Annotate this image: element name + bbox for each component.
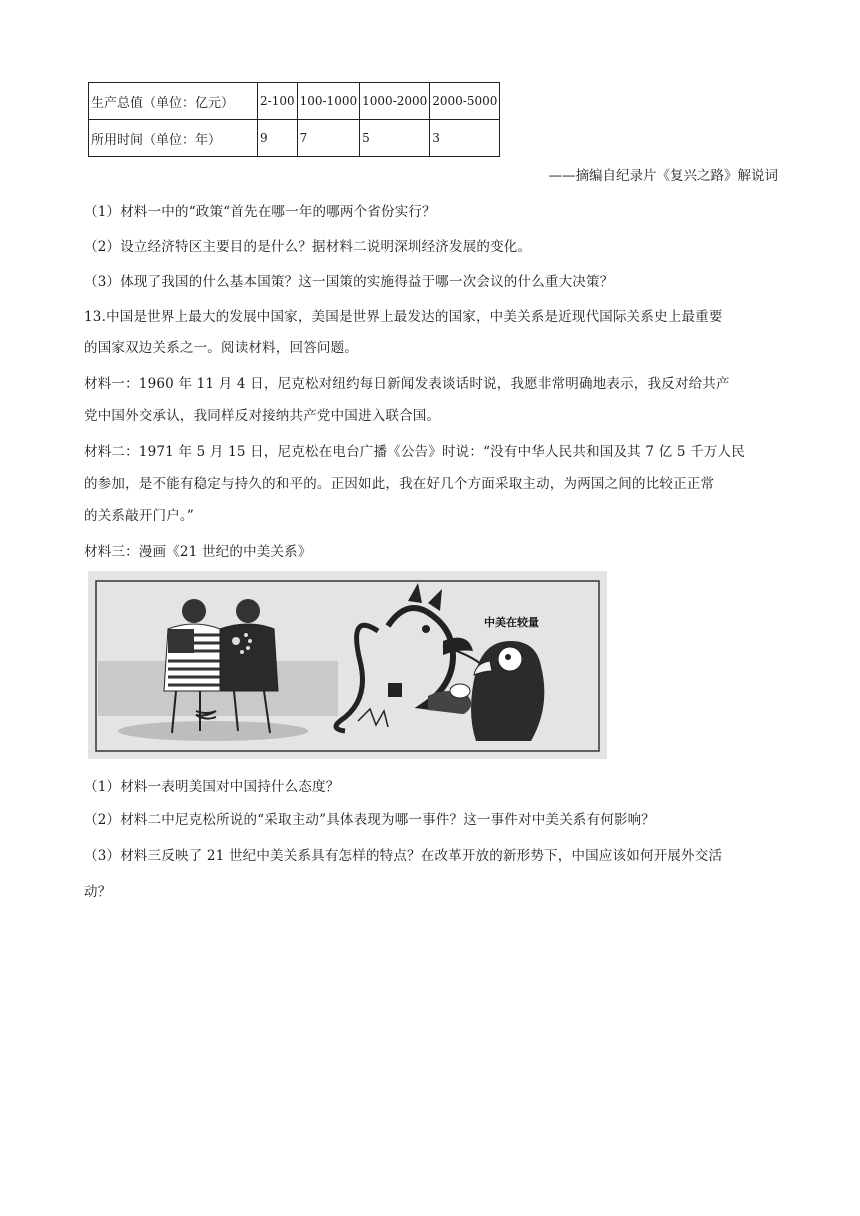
cartoon-image: [88, 571, 607, 759]
table-row: [89, 120, 500, 157]
table-cell: 1000-2000: [360, 83, 430, 120]
table-cell: 2-100: [258, 83, 298, 120]
table-cell: 生产总值（单位：亿元）: [89, 83, 258, 120]
question-12-3: （3）体现了我国的什么基本国策？这一国策的实施得益于哪一次会议的什么重大决策？: [84, 274, 614, 290]
material-1-line2: 党中国外交承认，我同样反对接纳共产党中国进入联合国。: [84, 408, 441, 424]
material-3-title: 材料三：漫画《21 世纪的中美关系》: [84, 544, 312, 560]
table-cell: 100-1000: [297, 83, 360, 120]
table-cell: 3: [430, 120, 500, 157]
question-13-intro-line1: 13.中国是世界上最大的发展中国家，美国是世界上最发达的国家，中美关系是近现代国际关系史上最重要: [84, 309, 723, 325]
table-cell: 2000-5000: [430, 83, 500, 120]
question-13-1: （1）材料一表明美国对中国持什么态度？: [84, 779, 340, 795]
question-13-2: （2）材料二中尼克松所说的“采取主动”具体表现为哪一事件？这一事件对中美关系有何影响？: [84, 812, 655, 828]
question-12-2: （2）设立经济特区主要目的是什么？据材料二说明深圳经济发展的变化。: [84, 239, 532, 255]
material-2-line3: 的关系敲开门户。”: [84, 508, 194, 524]
question-13-3-line1: （3）材料三反映了 21 世纪中美关系具有怎样的特点？在改革开放的新形势下，中国应该如何开展外交活: [84, 848, 723, 864]
cartoon-caption: 中美在较量: [484, 616, 539, 629]
question-13-3-line2: 动？: [84, 884, 112, 900]
material-2-line1: 材料二：1971 年 5 月 15 日，尼克松在电台广播《公告》时说：“没有中华人民共和国及其 7 亿 5 千万人民: [84, 444, 745, 460]
table-cell: 9: [258, 120, 298, 157]
material-1-line1: 材料一：1960 年 11 月 4 日，尼克松对纽约每日新闻发表谈话时说，我愿非常明确地表示，我反对给共产: [84, 376, 730, 392]
gdp-table: [88, 82, 500, 157]
question-13-intro-line2: 的国家双边关系之一。阅读材料，回答问题。: [84, 340, 358, 356]
source-citation: ——摘编自纪录片《复兴之路》解说词: [548, 168, 778, 184]
question-12-1: （1）材料一中的“政策“首先在哪一年的哪两个省份实行？: [84, 204, 436, 220]
table-cell: 所用时间（单位：年）: [89, 120, 258, 157]
material-2-line2: 的参加，是不能有稳定与持久的和平的。正因如此，我在好几个方面采取主动，为两国之间的比较正正常: [84, 476, 715, 492]
table-cell: 5: [360, 120, 430, 157]
table-row: [89, 83, 500, 120]
table-cell: 7: [297, 120, 360, 157]
